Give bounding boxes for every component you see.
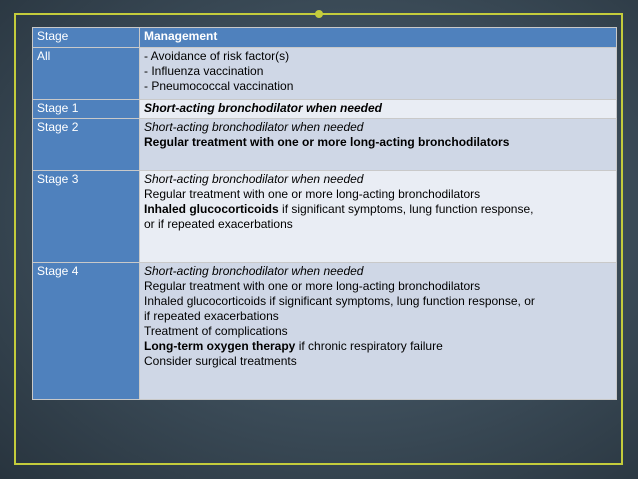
stage-cell: Stage 4 bbox=[33, 263, 140, 400]
stage-cell: All bbox=[33, 48, 140, 100]
header-management: Management bbox=[140, 28, 617, 48]
management-line: Short-acting bronchodilator when needed bbox=[144, 264, 364, 278]
management-cell bbox=[140, 48, 617, 100]
management-cell bbox=[140, 100, 617, 119]
management-table bbox=[32, 27, 617, 400]
management-line bbox=[144, 202, 612, 217]
term-rest: if chronic respiratory failure bbox=[295, 339, 443, 353]
management-line: - Avoidance of risk factor(s) bbox=[144, 49, 290, 63]
table-row bbox=[33, 119, 617, 171]
management-line: Regular treatment with one or more long-acting bronchodilators bbox=[144, 135, 510, 149]
management-line: Regular treatment with one or more long-acting bronchodilators bbox=[144, 279, 481, 293]
management-line: Regular treatment with one or more long-acting bronchodilators bbox=[144, 187, 481, 201]
management-cell bbox=[140, 119, 617, 171]
bold-term: Long-term oxygen therapy bbox=[144, 339, 296, 353]
table-row bbox=[33, 100, 617, 119]
bold-term: Inhaled glucocorticoids bbox=[144, 202, 279, 216]
header-stage: Stage bbox=[33, 28, 140, 48]
management-line: - Influenza vaccination bbox=[144, 64, 264, 78]
management-line: Inhaled glucocorticoids if significant symptoms, lung function response, or bbox=[144, 294, 535, 308]
management-line: Short-acting bronchodilator when needed bbox=[144, 120, 364, 134]
stage-cell: Stage 3 bbox=[33, 171, 140, 263]
term-rest: if significant symptoms, lung function response, bbox=[278, 202, 534, 216]
stage-cell: Stage 1 bbox=[33, 100, 140, 119]
management-line: Consider surgical treatments bbox=[144, 354, 297, 368]
management-cell bbox=[140, 263, 617, 400]
management-line: Short-acting bronchodilator when needed bbox=[144, 172, 364, 186]
stage-cell: Stage 2 bbox=[33, 119, 140, 171]
management-line: or if repeated exacerbations bbox=[144, 217, 293, 231]
table-row bbox=[33, 48, 617, 100]
management-cell bbox=[140, 171, 617, 263]
table-header-row bbox=[33, 28, 617, 48]
table-row bbox=[33, 263, 617, 400]
management-line: if repeated exacerbations bbox=[144, 309, 279, 323]
table-row bbox=[33, 171, 617, 263]
frame-dot bbox=[315, 10, 323, 18]
management-line: - Pneumococcal vaccination bbox=[144, 79, 294, 93]
management-line: Treatment of complications bbox=[144, 324, 288, 338]
management-line: Short-acting bronchodilator when needed bbox=[144, 101, 383, 115]
management-line bbox=[144, 339, 612, 354]
